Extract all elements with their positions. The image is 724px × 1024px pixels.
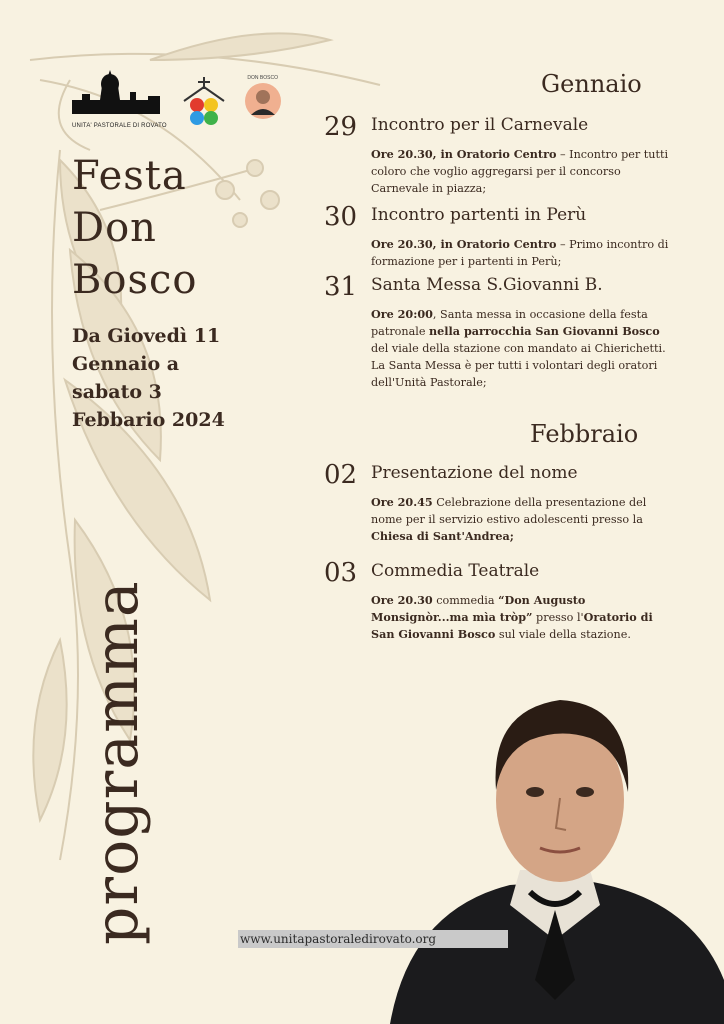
dates-line-4: Febbario 2024 [72,409,225,431]
programma-vertical-heading: programma [82,580,152,945]
church-skyline-icon [72,66,160,118]
event-text: presso l' [532,611,584,624]
unita-pastorale-text: UNITA' PASTORALE DI ROVATO [72,123,167,129]
event-time: Ore 20.30, in Oratorio Centro [371,237,557,251]
event-text: commedia [432,594,499,607]
event-title-text: Commedia Teatrale [371,561,540,581]
event-time: Ore 20:00 [371,307,433,321]
don-bosco-logo [241,75,285,129]
event-title-text: Incontro partenti in Perù [371,205,587,225]
cross-puzzle-icon [181,75,227,129]
event-description [371,592,673,643]
don-bosco-badge-text: DON BOSCO [247,75,278,81]
dates-line-1: Da Giovedì 11 [72,325,221,347]
dates-line-2: Gennaio a [72,353,180,375]
event-day: 03 [324,558,358,588]
event-title-text: Santa Messa S.Giovanni B. [371,275,603,295]
event-title-text: Presentazione del nome [371,463,578,483]
event-text: del viale della stazione con mandato ai Chierichetti. La Santa Messa è per tutti i volontari degli oratori dell'Unità Pastorale; [371,342,666,389]
month-heading-january: Gennaio [541,70,642,98]
event-description [371,494,673,545]
event-text: , Santa messa in occasione della festa patronale [371,308,648,338]
header-logos [72,66,285,129]
don-bosco-portrait [370,680,724,1024]
event-text: Celebrazione della presentazione del nome per il servizio estivo adolescenti presso la [371,496,647,526]
title-line-3: Bosco [72,257,198,303]
dates-line-3: sabato 3 [72,381,162,403]
event-location: Chiesa di Sant'Andrea; [371,529,514,543]
event-day: 29 [324,112,358,142]
unita-pastorale-logo [72,66,167,129]
month-heading-february: Febbraio [530,420,639,448]
event-title-text: Incontro per il Carnevale [371,115,589,135]
event-text: – Incontro per tutti coloro che voglio aggregarsi per il concorso Carnevale in piazza; [371,148,669,195]
don-bosco-medallion-icon [243,81,283,121]
event-day: 31 [324,272,358,302]
website-url[interactable]: www.unitapastoraledirovato.org [238,930,508,948]
event-show-title: “Don Augusto Monsignòr...ma mìa tròp” [371,593,586,624]
event-location: nella parrocchia San Giovanni Bosco [429,324,660,338]
event-location: Oratorio di San Giovanni Bosco [371,610,653,641]
event-day: 02 [324,460,358,490]
event-time: Ore 20.45 [371,495,433,509]
event-text: sul viale della stazione. [495,628,631,641]
event-description [371,306,673,391]
event-description [371,236,673,270]
event-time: Ore 20.30, in Oratorio Centro [371,147,557,161]
event-title [72,150,198,306]
event-dates [72,322,272,434]
event-day: 30 [324,202,358,232]
event-time: Ore 20.30 [371,593,433,607]
event-description [371,146,673,197]
title-line-2: Don [72,205,157,251]
title-line-1: Festa [72,153,187,199]
event-text: – Primo incontro di formazione per i partenti in Perù; [371,238,669,268]
